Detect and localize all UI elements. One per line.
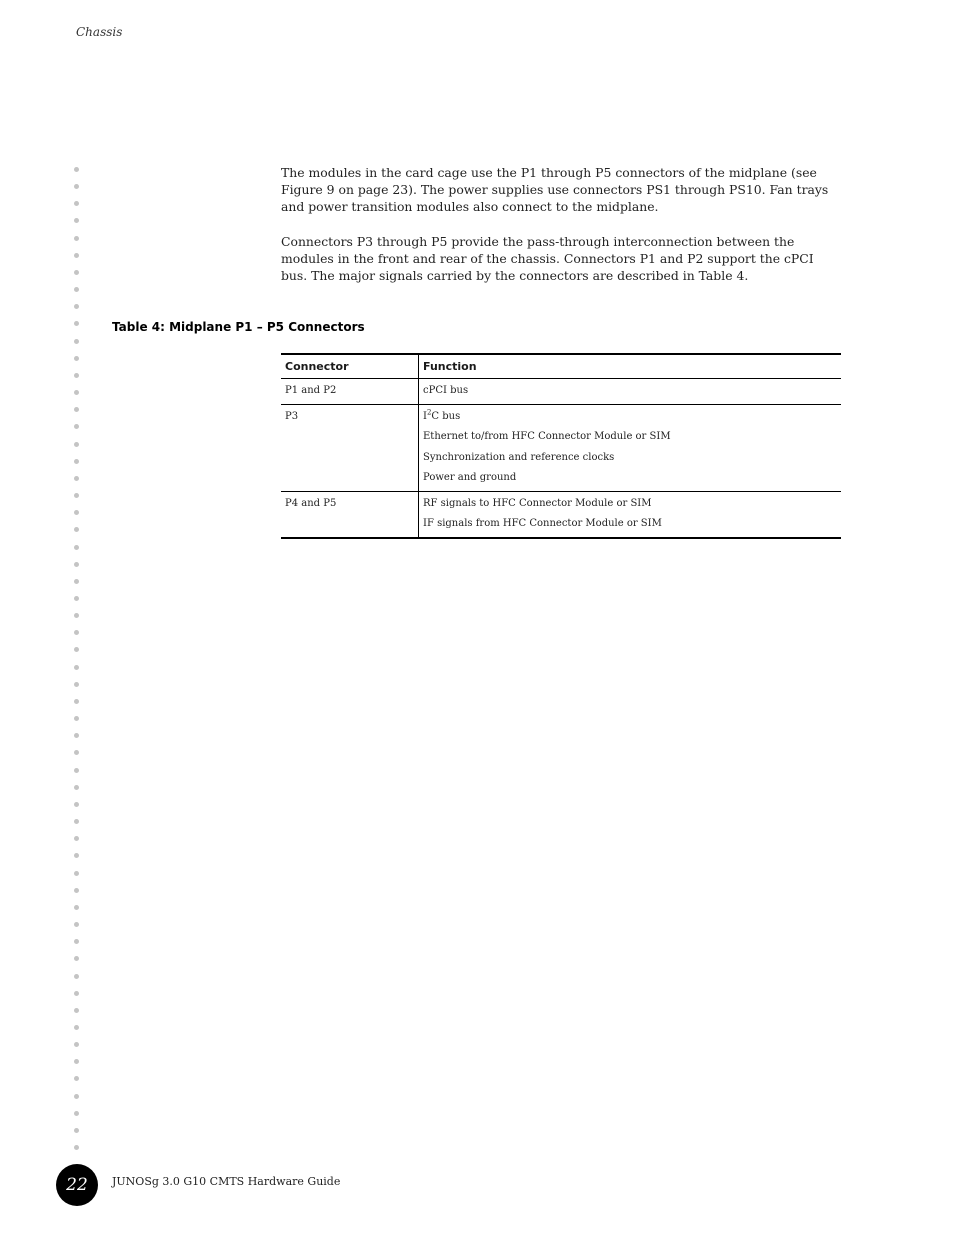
function-cell <box>419 379 842 405</box>
function-item: IF signals from HFC Connector Module or SIM <box>423 518 662 529</box>
margin-dot <box>74 888 79 893</box>
table-row <box>281 379 841 405</box>
table-row <box>281 491 841 538</box>
margin-dot <box>74 476 79 481</box>
margin-dot <box>74 956 79 961</box>
table-row <box>281 404 841 491</box>
function-item: RF signals to HFC Connector Module or SIM <box>423 497 652 509</box>
margin-dot <box>74 579 79 584</box>
margin-dot <box>74 424 79 429</box>
margin-dot <box>74 1128 79 1133</box>
connector-cell <box>281 404 419 491</box>
i2c-rest: C bus <box>431 410 461 422</box>
margin-dot <box>74 905 79 910</box>
margin-dot <box>74 545 79 550</box>
margin-dot <box>74 1042 79 1047</box>
connector-name: P4 and P5 <box>285 497 337 509</box>
margin-dot <box>74 802 79 807</box>
margin-dot <box>74 785 79 790</box>
connector-table <box>281 353 841 539</box>
margin-dot <box>74 1025 79 1030</box>
margin-dot <box>74 699 79 704</box>
function-cell <box>419 491 842 538</box>
function-cell <box>419 404 842 491</box>
margin-dot <box>74 373 79 378</box>
margin-dot <box>74 1094 79 1099</box>
margin-dot <box>74 253 79 258</box>
margin-dot <box>74 853 79 858</box>
margin-dot <box>74 939 79 944</box>
margin-dot <box>74 819 79 824</box>
margin-dot <box>74 1076 79 1081</box>
function-item: Ethernet to/from HFC Connector Module or SIM <box>423 431 671 442</box>
margin-dot <box>74 287 79 292</box>
margin-dot <box>74 871 79 876</box>
connector-cell <box>281 491 419 538</box>
margin-dot <box>74 407 79 412</box>
margin-dot <box>74 510 79 515</box>
margin-dot <box>74 184 79 189</box>
margin-dot <box>74 647 79 652</box>
function-item-i2c <box>423 407 837 428</box>
margin-dot <box>74 922 79 927</box>
margin-dot <box>74 630 79 635</box>
function-item: Power and ground <box>423 472 517 483</box>
margin-dot <box>74 390 79 395</box>
running-header: Chassis <box>76 25 123 39</box>
margin-dot <box>74 1008 79 1013</box>
margin-dot <box>74 218 79 223</box>
connector-name: P1 and P2 <box>285 385 337 396</box>
margin-dot <box>74 201 79 206</box>
margin-dot <box>74 167 79 172</box>
margin-dot <box>74 321 79 326</box>
table-header-row <box>281 354 841 379</box>
margin-dot <box>74 442 79 447</box>
margin-dot <box>74 836 79 841</box>
margin-dot <box>74 1145 79 1150</box>
margin-dot <box>74 1059 79 1064</box>
body-paragraph: Connectors P3 through P5 provide the pass-through interconnection between the modules in the front and rear of the chassis. Connectors P1 and P2 support the cPCI bus. The major signals carried by the connectors are described in Table 4. <box>281 234 814 284</box>
margin-dot <box>74 733 79 738</box>
margin-dot <box>74 974 79 979</box>
page-number-badge: 22 <box>56 1164 98 1206</box>
margin-dot <box>74 493 79 498</box>
margin-dot <box>74 665 79 670</box>
margin-dot <box>74 527 79 532</box>
margin-dot <box>74 682 79 687</box>
margin-dot <box>74 1111 79 1116</box>
function-item: cPCI bus <box>423 385 469 396</box>
connector-cell <box>281 379 419 405</box>
i2c-base: I <box>423 410 427 422</box>
margin-dot <box>74 356 79 361</box>
margin-dot <box>74 750 79 755</box>
column-header-connector: Connector <box>281 354 419 379</box>
margin-dot <box>74 459 79 464</box>
table-caption: Table 4: Midplane P1 – P5 Connectors <box>112 320 365 334</box>
margin-dot <box>74 562 79 567</box>
margin-dot <box>74 768 79 773</box>
margin-dot <box>74 304 79 309</box>
margin-dot <box>74 236 79 241</box>
margin-dot <box>74 716 79 721</box>
margin-dot <box>74 613 79 618</box>
margin-dot <box>74 270 79 275</box>
column-header-function: Function <box>419 354 842 379</box>
function-item: Synchronization and reference clocks <box>423 451 615 463</box>
i2c-superscript: 2 <box>426 408 432 417</box>
margin-dot <box>74 596 79 601</box>
margin-dot <box>74 991 79 996</box>
body-paragraph: The modules in the card cage use the P1 through P5 connectors of the midplane (see Figure 9 on page 23). The power supplies use connectors PS1 through PS10. Fan trays and power transition modules also connect to the midplane. <box>281 165 829 215</box>
margin-dot <box>74 339 79 344</box>
footer-doc-title: JUNOSg 3.0 G10 CMTS Hardware Guide <box>112 1175 341 1188</box>
connector-name: P3 <box>285 410 299 422</box>
